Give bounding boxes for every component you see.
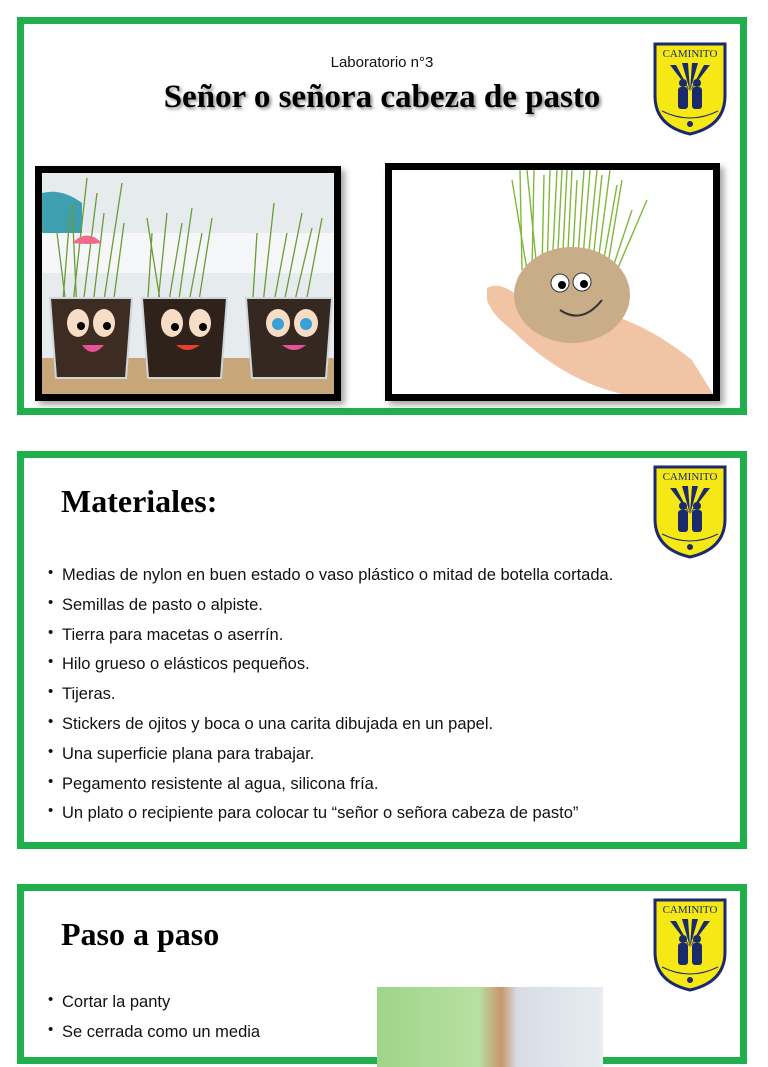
list-item: • Un plato o recipiente para colocar tu “señor o señora cabeza de pasto” [46,802,613,832]
materials-title: Materiales: [61,483,218,519]
list-item: • Cortar la panty [46,991,260,1021]
list-item: • Una superficie plana para trabajar. [46,743,613,773]
steps-slide [17,884,747,1064]
list-item: • Semillas de pasto o alpiste. [46,594,613,624]
steps-title: Paso a paso [61,916,220,952]
grass-pots-photo [35,166,341,401]
list-item: • Hilo grueso o elásticos pequeños. [46,653,613,683]
caminito-logo [652,41,728,141]
list-item: • Se cerrada como un media [46,1021,260,1051]
list-item: • Medias de nylon en buen estado o vaso plástico o mitad de botella cortada. [46,564,613,594]
svg-text:CAMINITO: CAMINITO [662,904,718,916]
list-item: • Pegamento resistente al agua, silicona fría. [46,773,613,803]
step-photo [377,987,603,1067]
svg-text:CAMINITO: CAMINITO [662,48,718,60]
materials-slide [17,451,747,849]
list-item: • Tierra para macetas o aserrín. [46,624,613,654]
title-slide [17,17,747,415]
page-title: Señor o señora cabeza de pasto [163,79,601,115]
grass-head-hand-photo [385,163,720,401]
list-item: • Tijeras. [46,683,613,713]
steps-list [46,991,260,1051]
caminito-logo [652,464,728,564]
svg-text:CAMINITO: CAMINITO [662,471,718,483]
materials-list [46,564,613,832]
list-item: • Stickers de ojitos y boca o una carita dibujada en un papel. [46,713,613,743]
lab-number: Laboratorio n°3 [330,54,434,71]
caminito-logo [652,897,728,997]
